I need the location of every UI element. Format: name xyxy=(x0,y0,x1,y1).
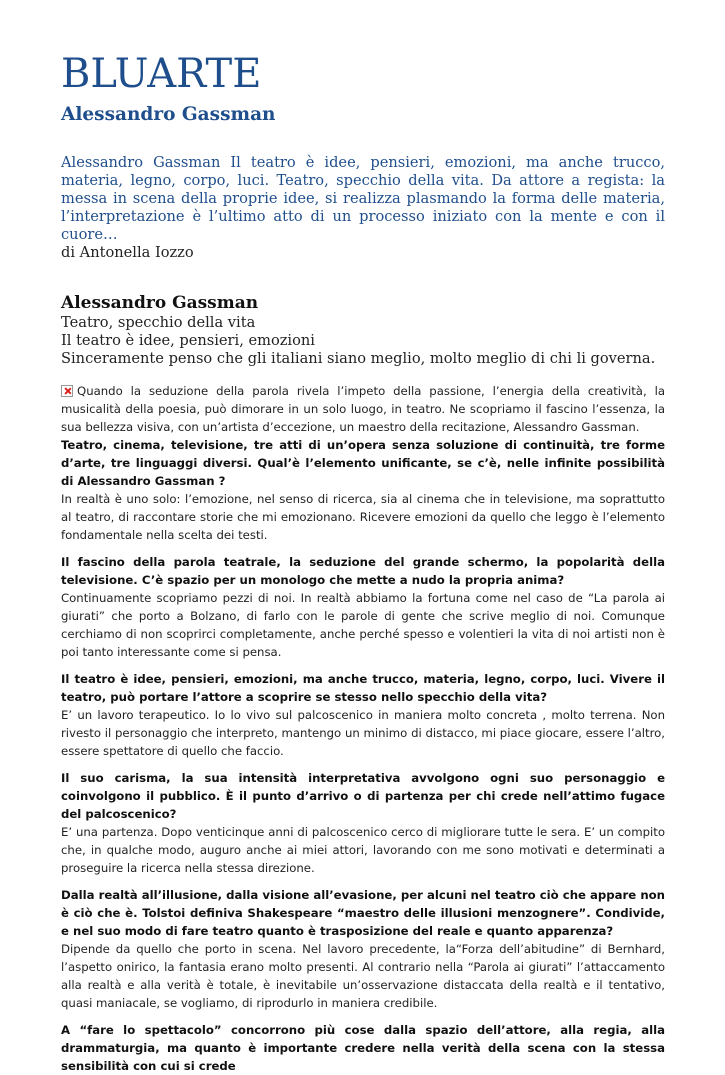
broken-image-icon xyxy=(61,385,73,397)
article-title[interactable]: Alessandro Gassman xyxy=(61,104,276,125)
subline-3: Sinceramente penso che gli italiani siano meglio, molto meglio di chi li governa. xyxy=(61,350,656,367)
page xyxy=(61,48,665,1075)
article-byline: di Antonella Iozzo xyxy=(61,244,194,261)
answer: Continuamente scopriamo pezzi di noi. In realtà abbiamo la fortuna come nel caso de “La parola ai giurati” che porto a Bolzano, di farlo con le parole di gente che scrive meglio di noi. Comunque cerchiamo di non scoprirci completamente, anche perché spesso e volentieri la vita di noi artisti non è poi tanto interessante come si pensa. xyxy=(61,591,665,659)
qa-block-1 xyxy=(61,436,665,544)
site-title[interactable]: BLUARTE xyxy=(61,51,262,97)
question: Il teatro è idee, pensieri, emozioni, ma anche trucco, materia, legno, corpo, luci. Vivere il teatro, può portare l’attore a scoprire se stesso nello specchio della vita? xyxy=(61,672,665,704)
answer: Dipende da quello che porto in scena. Nel lavoro precedente, la“Forza dell’abitudine” di Bernhard, l’aspetto onirico, la fantasia erano molto presenti. Al contrario nella “Parola ai giurati” l’attaccamento alla realtà e alla verità è totale, è inevitabile un’osservazione distaccata della realtà e il tentativo, quasi maniacale, se vogliamo, di riprodurlo in maniera credibile. xyxy=(61,942,665,1010)
qa-block-4 xyxy=(61,769,665,877)
question: Dalla realtà all’illusione, dalla visione all’evasione, per alcuni nel teatro ciò che appare non è ciò che è. Tolstoi definiva Shakespeare “maestro delle illusioni menzognere”. Condivide, e nel suo modo di fare teatro quanto è trasposizione del reale e quanto apparenza? xyxy=(61,888,665,938)
content-heading: Alessandro Gassman xyxy=(61,293,259,313)
subline-2: Il teatro è idee, pensieri, emozioni xyxy=(61,332,315,349)
question: Il suo carisma, la sua intensità interpretativa avvolgono ogni suo personaggio e coinvolgono il pubblico. È il punto d’arrivo o di partenza per chi crede nell’attimo fugace del palcoscenico? xyxy=(61,771,665,821)
article-excerpt: Alessandro Gassman Il teatro è idee, pensieri, emozioni, ma anche trucco, materia, legno, corpo, luci. Teatro, specchio della vita. Da attore a regista: la messa in scena della proprie idee, si realizza plasmando la forma delle materia, l’interpretazione è l’ultimo atto di un processo iniziato con la mente e con il cuore… xyxy=(61,154,665,243)
answer: E’ una partenza. Dopo venticinque anni di palcoscenico cerco di migliorare tutte le sera. E’ un compito che, in qualche modo, auguro anche ai miei attori, lavorando con me sono motivati e determinati a proseguire la ricerca nella stessa direzione. xyxy=(61,825,665,875)
question: Teatro, cinema, televisione, tre atti di un’opera senza soluzione di continuità, tre forme d’arte, tre linguaggi diversi. Qual’è l’elemento unificante, se c’è, nelle infinite possibilità di Alessandro Gassman ? xyxy=(61,438,665,488)
subline-1: Teatro, specchio della vita xyxy=(61,314,256,331)
question: A “fare lo spettacolo” concorrono più cose dalla spazio dell’attore, alla regia, alla drammaturgia, ma quanto è importante credere nella verità della scena con la stessa sensibilità con cui si crede xyxy=(61,1023,665,1073)
question: Il fascino della parola teatrale, la seduzione del grande schermo, la popolarità della televisione. C’è spazio per un monologo che mette a nudo la propria anima? xyxy=(61,555,665,587)
intro-text: Quando la seduzione della parola rivela l’impeto della passione, l’energia della creatività, la musicalità della poesia, può dimorare in un solo luogo, in teatro. Ne scopriamo il fascino l’essenza, la sua bellezza visiva, con un’artista d’eccezione, un maestro della recitazione, Alessandro Gassman. xyxy=(61,384,665,434)
qa-block-5 xyxy=(61,886,665,1012)
qa-block-6 xyxy=(61,1021,665,1075)
qa-block-3 xyxy=(61,670,665,760)
qa-block-2 xyxy=(61,553,665,661)
answer: E’ un lavoro terapeutico. Io lo vivo sul palcoscenico in maniera molto concreta , molto terrena. Non rivesto il personaggio che interpreto, mantengo un minimo di distacco, mi piace giocare, essere l’altro, essere spettatore di quello che faccio. xyxy=(61,708,665,758)
intro-paragraph xyxy=(61,382,665,436)
answer: In realtà è uno solo: l’emozione, nel senso di ricerca, sia al cinema che in televisione, ma soprattutto al teatro, di raccontare storie che mi emozionano. Ricevere emozioni da quello che leggo è l’elemento fondamentale nella scelta dei testi. xyxy=(61,492,665,542)
